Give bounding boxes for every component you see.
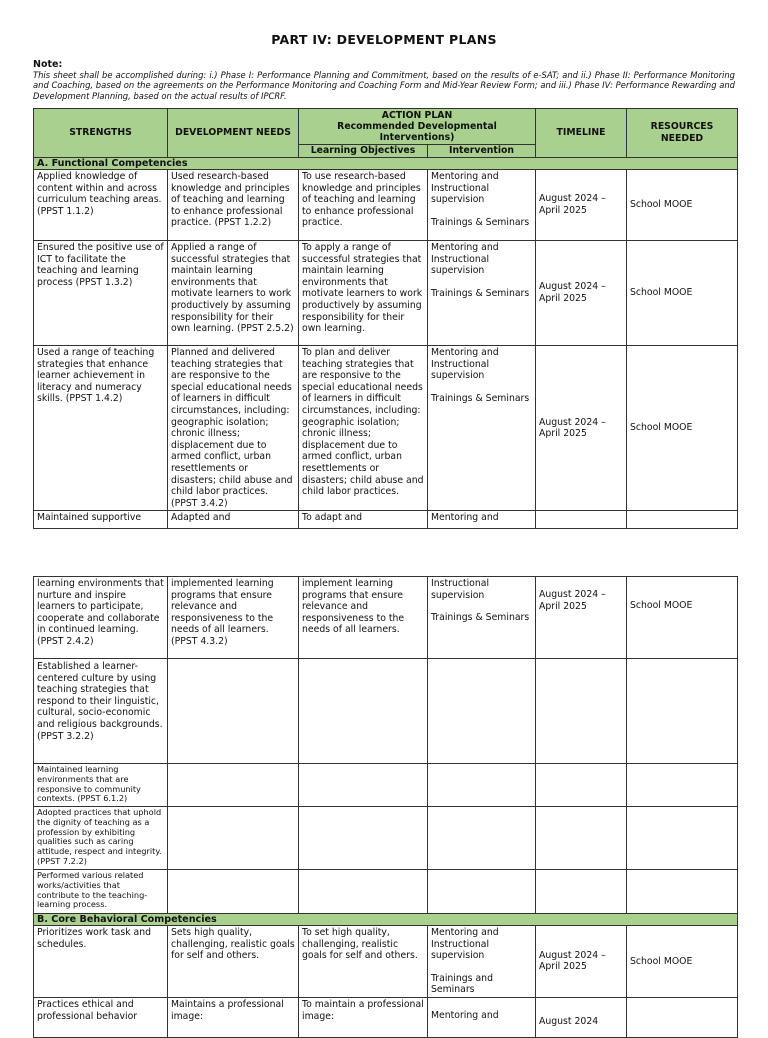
need-cell: Applied a range of successful strategies that maintain learning environments that motivate learners to work productively by assuming responsibility for their own learning. (PPST 2.5.2) xyxy=(168,241,299,346)
intervention-a: Mentoring and Instructional supervision xyxy=(431,171,499,206)
need-cell xyxy=(168,764,299,807)
intervention-a: Mentoring and Instructional supervision xyxy=(431,347,499,382)
table-row xyxy=(34,870,738,914)
header-strengths: STRENGTHS xyxy=(34,109,168,158)
strength-cell: Performed various related works/activities that contribute to the teaching-learning process. xyxy=(34,870,168,914)
intervention-a: Instructional supervision xyxy=(431,578,490,601)
strength-cell: Used a range of teaching strategies that enhance learner achievement in literacy and numeracy skills. (PPST 1.4.2) xyxy=(34,346,168,511)
timeline-cell xyxy=(536,807,627,870)
intervention-cell xyxy=(428,170,536,241)
timeline-cell: August 2024 – April 2025 xyxy=(536,170,627,241)
resources-cell: School MOOE xyxy=(627,926,738,998)
need-cell xyxy=(168,659,299,764)
need-cell: Planned and delivered teaching strategies that are responsive to the special educational needs of learners in difficult circumstances, including: geographic isolation; chronic illness; displacement due to armed conflict, urban resettlements or disasters; child abuse and child labor practices. (PPST 3.4.2) xyxy=(168,346,299,511)
resources-cell xyxy=(627,997,738,1037)
intervention-cell xyxy=(428,926,536,998)
table-row xyxy=(34,577,738,659)
strength-cell: Applied knowledge of content within and across curriculum teaching areas. (PPST 1.1.2) xyxy=(34,170,168,241)
section-functional-competencies: A. Functional Competencies xyxy=(34,158,738,170)
resources-cell: School MOOE xyxy=(627,577,738,659)
objective-cell xyxy=(299,807,428,870)
intervention-cell xyxy=(428,346,536,511)
objective-cell: To maintain a professional image: xyxy=(299,997,428,1037)
intervention-b: Trainings & Seminars xyxy=(431,216,530,228)
note-text: This sheet shall be accomplished during: i.) Phase I: Performance Planning and Commitment, based on the results of e-SAT; and ii.) Phase II: Performance Monitoring and Coaching, based on the agreements on the Performance Monitoring and Coaching Form and Mid-Year Review Form; and iii.) Phase IV: Performance Rewarding and Development Planning, based on the actual results of IPCRF. xyxy=(33,70,735,101)
table-row xyxy=(34,346,738,511)
page-title: PART IV: DEVELOPMENT PLANS xyxy=(271,32,497,47)
table-row xyxy=(34,764,738,807)
objective-cell: To adapt and xyxy=(299,511,428,529)
need-cell: Used research-based knowledge and principles of teaching and learning to enhance professional practice. (PPST 1.2.2) xyxy=(168,170,299,241)
development-plan-table-page-1 xyxy=(33,108,738,529)
section-core-behavioral-competencies: B. Core Behavioral Competencies xyxy=(34,914,738,926)
resources-cell xyxy=(627,807,738,870)
table-row xyxy=(34,511,738,529)
objective-cell: To apply a range of successful strategies that maintain learning environments that motivate learners to work productively by assuming responsibility for their own learning. xyxy=(299,241,428,346)
timeline-cell: August 2024 xyxy=(536,997,627,1037)
need-cell xyxy=(168,807,299,870)
need-cell: Maintains a professional image: xyxy=(168,997,299,1037)
table-row xyxy=(34,807,738,870)
header-intervention: Intervention xyxy=(428,145,536,158)
timeline-cell: August 2024 – April 2025 xyxy=(536,241,627,346)
resources-cell: School MOOE xyxy=(627,346,738,511)
intervention-a: Mentoring and Instructional supervision xyxy=(431,242,499,277)
resources-cell: School MOOE xyxy=(627,241,738,346)
intervention-b: Trainings and Seminars xyxy=(431,972,493,996)
timeline-cell: August 2024 – April 2025 xyxy=(536,926,627,998)
table-row xyxy=(34,926,738,998)
intervention-cell xyxy=(428,807,536,870)
intervention-cell xyxy=(428,764,536,807)
timeline-cell xyxy=(536,870,627,914)
strength-cell: learning environments that nurture and inspire learners to participate, cooperate and collaborate in continued learning. (PPST 2.4.2) xyxy=(34,577,168,659)
objective-cell: implement learning programs that ensure relevance and responsiveness to the needs of all learners. xyxy=(299,577,428,659)
objective-cell xyxy=(299,870,428,914)
need-cell xyxy=(168,870,299,914)
recommended-label: Recommended Developmental Interventions) xyxy=(337,121,497,143)
resources-cell: School MOOE xyxy=(627,170,738,241)
timeline-cell xyxy=(536,659,627,764)
intervention-cell xyxy=(428,577,536,659)
intervention-cell xyxy=(428,870,536,914)
strength-cell: Ensured the positive use of ICT to facilitate the teaching and learning process (PPST 1.3.2) xyxy=(34,241,168,346)
table-row xyxy=(34,997,738,1037)
resources-cell xyxy=(627,870,738,914)
header-development-needs: DEVELOPMENT NEEDS xyxy=(168,109,299,158)
intervention-b: Trainings & Seminars xyxy=(431,612,530,624)
strength-cell: Maintained supportive xyxy=(34,511,168,529)
strength-cell: Prioritizes work task and schedules. xyxy=(34,926,168,998)
table-row xyxy=(34,659,738,764)
intervention-b: Trainings & Seminars xyxy=(431,392,530,404)
intervention-cell xyxy=(428,659,536,764)
objective-cell: To use research-based knowledge and principles of teaching and learning to enhance professional practice. xyxy=(299,170,428,241)
intervention-b: Trainings & Seminars xyxy=(431,287,530,299)
note-label: Note: xyxy=(33,59,63,70)
need-cell: implemented learning programs that ensure relevance and responsiveness to the needs of all learners. (PPST 4.3.2) xyxy=(168,577,299,659)
strength-cell: Maintained learning environments that are responsive to community contexts. (PPST 6.1.2) xyxy=(34,764,168,807)
header-learning-objectives: Learning Objectives xyxy=(299,145,428,158)
intervention-a: Mentoring and Instructional supervision xyxy=(431,927,499,962)
development-plan-table-page-2 xyxy=(33,576,738,1038)
need-cell: Sets high quality, challenging, realistic goals for self and others. xyxy=(168,926,299,998)
timeline-cell: August 2024 – April 2025 xyxy=(536,577,627,659)
header-resources: RESOURCES NEEDED xyxy=(627,109,738,158)
objective-cell xyxy=(299,764,428,807)
intervention-cell: Mentoring and xyxy=(428,997,536,1037)
objective-cell: To plan and deliver teaching strategies that are responsive to the special educational needs of learners in difficult circumstances, including: geographic isolation; chronic illness; displacement due to armed conflict, urban resettlements or disasters; child abuse and child labor practices. xyxy=(299,346,428,511)
action-plan-label: ACTION PLAN xyxy=(381,110,453,121)
table-row xyxy=(34,241,738,346)
resources-cell xyxy=(627,511,738,529)
header-action-plan xyxy=(299,109,536,145)
table-row xyxy=(34,170,738,241)
intervention-cell xyxy=(428,241,536,346)
resources-cell xyxy=(627,764,738,807)
strength-cell: Established a learner-centered culture by using teaching strategies that respond to their linguistic, cultural, socio-economic and religious backgrounds. (PPST 3.2.2) xyxy=(34,659,168,764)
need-cell: Adapted and xyxy=(168,511,299,529)
strength-cell: Adopted practices that uphold the dignity of teaching as a profession by exhibiting qualities such as caring attitude, respect and integrity. (PPST 7.2.2) xyxy=(34,807,168,870)
intervention-cell: Mentoring and xyxy=(428,511,536,529)
timeline-cell xyxy=(536,764,627,807)
timeline-cell: August 2024 – April 2025 xyxy=(536,346,627,511)
objective-cell xyxy=(299,659,428,764)
header-timeline: TIMELINE xyxy=(536,109,627,158)
objective-cell: To set high quality, challenging, realistic goals for self and others. xyxy=(299,926,428,998)
timeline-cell xyxy=(536,511,627,529)
resources-cell xyxy=(627,659,738,764)
strength-cell: Practices ethical and professional behavior xyxy=(34,997,168,1037)
